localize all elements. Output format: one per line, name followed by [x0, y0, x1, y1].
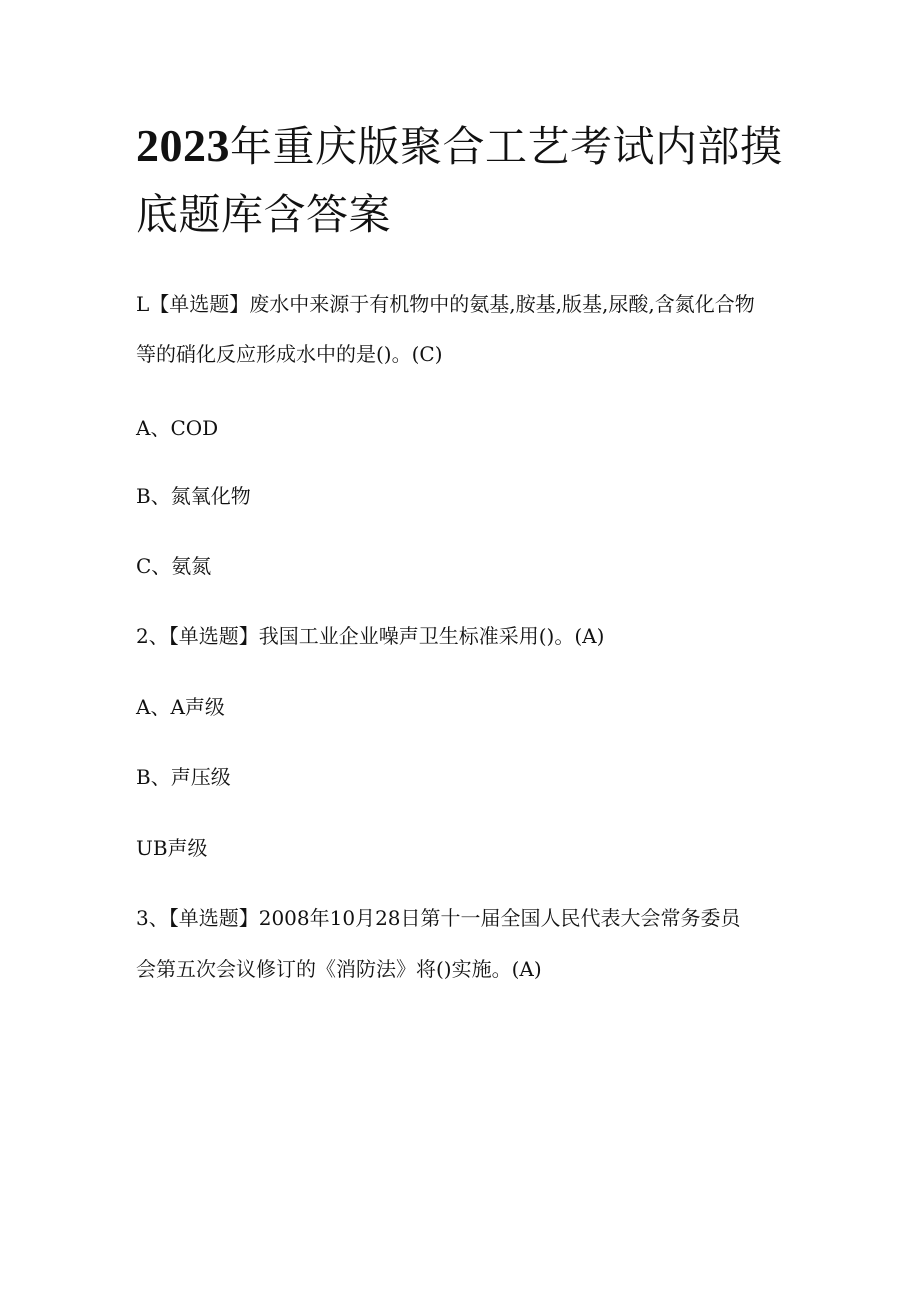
title-year: 2023 [136, 120, 230, 171]
question-3-stem-line1: 3、【单选题】2008年10月28日第十一届全国人民代表大会常务委员 [136, 906, 741, 930]
question-2-option-a: A、A声级 [136, 695, 225, 719]
question-1-option-a: A、COD [136, 416, 219, 440]
question-1-option-b: B、氮氧化物 [136, 484, 251, 508]
question-1-stem-line1: L【单选题】废水中来源于有机物中的氨基,胺基,版基,尿酸,含氮化合物 [136, 292, 755, 316]
question-1-stem-line2: 等的硝化反应形成水中的是()。(C) [136, 342, 443, 366]
question-2-option-b: B、声压级 [136, 765, 231, 789]
question-2-option-c: UB声级 [136, 836, 208, 860]
title-line2-text: 底题库含答案 [136, 190, 392, 239]
question-2-stem-line1: 2、【单选题】我国工业企业噪声卫生标准采用()。(A) [136, 624, 605, 648]
document-title [136, 112, 796, 249]
question-1-option-c: C、氨氮 [136, 554, 212, 578]
title-line1-text: 年重庆版聚合工艺考试内部摸 [230, 122, 783, 171]
question-3-stem-line2: 会第五次会议修订的《消防法》将()实施。(A) [136, 957, 542, 981]
